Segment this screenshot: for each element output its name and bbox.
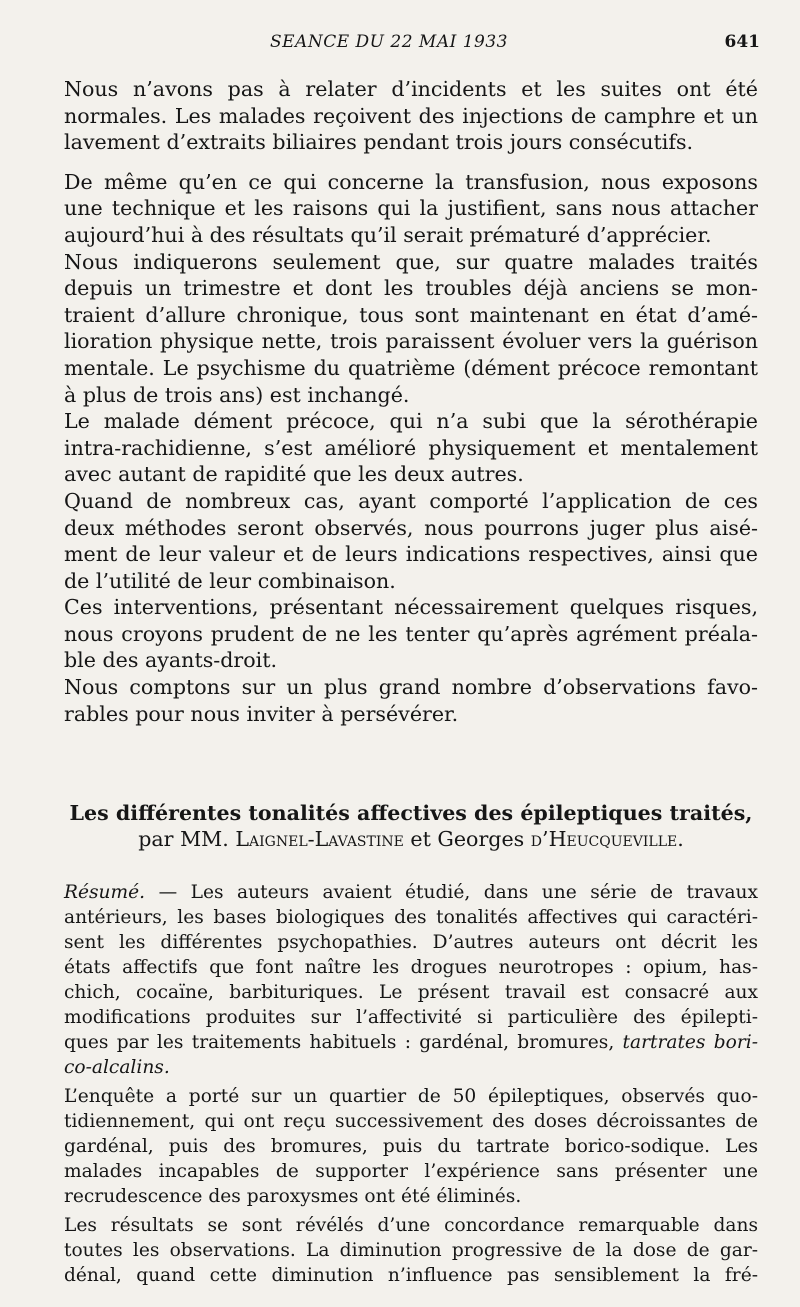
authors-prefix: par MM. [138, 827, 229, 851]
text-line: nous croyons prudent de ne les tenter qu’après agrément préala- [64, 621, 758, 646]
text-line: deux méthodes seront observés, nous pourrons juger plus aisé- [64, 515, 758, 540]
text-line: ble des ayants-droit. [64, 648, 278, 673]
text-line: aujourd’hui à des résultats qu’il serait prématuré d’apprécier. [64, 222, 712, 247]
text-line: sent les différentes psychopathies. D’autres auteurs ont décrit les [64, 932, 758, 953]
author-2: d’Heucqueville. [530, 827, 684, 851]
paragraph-6 [64, 594, 758, 674]
text-line: normales. Les malades reçoivent des injections de camphre et un [64, 103, 758, 128]
text-line: Nous comptons sur un plus grand nombre d’observations favo- [64, 675, 758, 700]
abstract-paragraph-1 [64, 880, 758, 1080]
text-line: recrudescence des paroxysmes ont été éliminés. [64, 1186, 522, 1207]
text-line: Nous n’avons pas à relater d’incidents et les suites ont été [64, 77, 758, 101]
text-line: toutes les observations. La diminution progressive de la dose de gar- [64, 1240, 758, 1261]
text-line: rables pour nous inviter à persévérer. [64, 701, 459, 726]
text-line: ques par les traitements habituels : gardénal, bromures, tartrates bori- [64, 1032, 758, 1053]
text-line: depuis un trimestre et dont les troubles déjà anciens se mon- [64, 276, 758, 301]
body-text [64, 76, 758, 727]
text-line: antérieurs, les bases biologiques des tonalités affectives qui caractéri- [64, 907, 758, 928]
text-line: ment de leur valeur et de leurs indications respectives, ainsi que [64, 542, 758, 567]
text-line: tidiennement, qui ont reçu successivement des doses décroissantes de [64, 1111, 758, 1132]
article-title: Les différentes tonalités affectives des épileptiques traités, [69, 801, 753, 825]
article-authors [64, 826, 758, 853]
text-line: lavement d’extraits biliaires pendant trois jours consécutifs. [64, 130, 694, 155]
running-head-title: SEANCE DU 22 MAI 1933 [270, 32, 508, 52]
abstract-paragraph-2 [64, 1084, 758, 1209]
text-line: dénal, quand cette diminution n’influence pas sensiblement la fré- [64, 1265, 758, 1286]
text-line: De même qu’en ce qui concerne la transfusion, nous exposons [64, 169, 758, 194]
text-line: lioration physique nette, trois paraissent évoluer vers la guérison [64, 329, 758, 354]
paragraph-1 [64, 76, 758, 156]
abstract-paragraph-3 [64, 1213, 758, 1288]
text-line: co-alcalins. [64, 1057, 170, 1078]
text-line: L’enquête a porté sur un quartier de 50 épileptiques, observés quo- [64, 1086, 758, 1107]
paragraph-2 [64, 169, 758, 249]
abstract-label: Résumé. [64, 882, 146, 903]
authors-conjunction: et Georges [410, 827, 525, 851]
paragraph-5 [64, 488, 758, 594]
paragraph-7 [64, 674, 758, 727]
abstract [64, 880, 758, 1288]
text-line: à plus de trois ans) est inchangé. [64, 382, 410, 407]
page-number: 641 [724, 32, 760, 52]
text-line: de l’utilité de leur combinaison. [64, 568, 396, 593]
text-line: traient d’allure chronique, tous sont maintenant en état d’amé- [64, 302, 758, 327]
text-line: états affectifs que font naître les drogues neurotropes : opium, has- [64, 957, 758, 978]
text-line: chich, cocaïne, barbituriques. Le présent travail est consacré aux [64, 982, 758, 1003]
text-line: gardénal, puis des bromures, puis du tartrate borico-sodique. Les [64, 1136, 758, 1157]
text-line: Le malade dément précoce, qui n’a subi que la sérothérapie [64, 409, 758, 434]
paragraph-4 [64, 408, 758, 488]
text-line: Nous indiquerons seulement que, sur quatre malades traités [64, 249, 758, 274]
text-line: Ces interventions, présentant nécessairement quelques risques, [64, 595, 758, 620]
text-line: mentale. Le psychisme du quatrième (dément précoce remontant [64, 355, 758, 380]
text-line: modifications produites sur l’affectivité si particulière des épilepti- [64, 1007, 758, 1028]
text-line: Les résultats se sont révélés d’une concordance remarquable dans [64, 1215, 758, 1236]
text-line: avec autant de rapidité que les deux autres. [64, 462, 524, 487]
text-line: une technique et les raisons qui la justifient, sans nous attacher [64, 196, 758, 221]
text-line: intra-rachidienne, s’est amélioré physiquement et mentalement [64, 435, 758, 460]
text-line: Quand de nombreux cas, ayant comporté l’application de ces [64, 488, 758, 513]
running-head [0, 30, 800, 58]
text-line: Résumé. — Les auteurs avaient étudié, dans une série de travaux [64, 882, 758, 903]
text-line: malades incapables de supporter l’expérience sans présenter une [64, 1161, 758, 1182]
author-1: Laignel-Lavastine [235, 827, 404, 851]
paragraph-3 [64, 249, 758, 409]
